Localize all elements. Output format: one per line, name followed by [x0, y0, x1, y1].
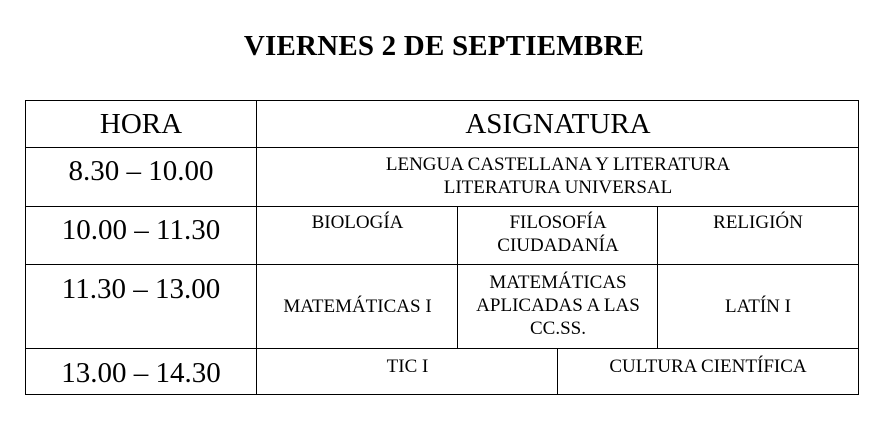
- row-divider: [25, 147, 859, 148]
- table-border-left: [25, 100, 26, 395]
- time-cell: 8.30 – 10.00: [68, 155, 214, 187]
- subject-line: LATÍN I: [725, 296, 791, 317]
- row-divider: [25, 264, 859, 265]
- subject-line: BIOLOGÍA: [311, 212, 404, 233]
- subject-line: LITERATURA UNIVERSAL: [443, 177, 673, 198]
- subject-line: CIUDADANÍA: [497, 235, 619, 256]
- subject-line: APLICADAS A LAS: [476, 295, 640, 316]
- subject-cell: [257, 355, 558, 378]
- subject-line: RELIGIÓN: [713, 212, 803, 233]
- subject-line: MATEMÁTICAS: [489, 272, 627, 293]
- subject-cell: [658, 295, 858, 318]
- row-divider: [25, 206, 859, 207]
- subject-line: TIC I: [386, 356, 429, 377]
- subject-line: LENGUA CASTELLANA Y LITERATURA: [385, 154, 731, 175]
- subject-cell: [458, 271, 658, 340]
- column-divider: [256, 100, 257, 395]
- subject-line: CC.SS.: [530, 318, 586, 339]
- subject-cell: [257, 295, 458, 318]
- header-hora: HORA: [99, 108, 183, 140]
- subject-line: FILOSOFÍA: [509, 212, 607, 233]
- time-cell: 10.00 – 11.30: [61, 214, 221, 246]
- table-border-top: [25, 100, 859, 101]
- subject-cell: [558, 355, 858, 378]
- subject-line: CULTURA CIENTÍFICA: [609, 356, 807, 377]
- page-title: VIERNES 2 DE SEPTIEMBRE: [243, 30, 645, 62]
- subject-cell: [458, 211, 658, 257]
- time-cell: 11.30 – 13.00: [61, 273, 221, 305]
- subject-cell: [658, 211, 858, 234]
- table-border-bottom: [25, 394, 859, 395]
- row-divider: [25, 348, 859, 349]
- header-asignatura: ASIGNATURA: [465, 108, 651, 140]
- subject-line: MATEMÁTICAS I: [283, 296, 432, 317]
- subject-cell: [257, 211, 458, 234]
- time-cell: 13.00 – 14.30: [61, 357, 221, 389]
- subject-cell: [257, 153, 859, 199]
- table-border-right: [858, 100, 859, 395]
- schedule-table: [25, 100, 859, 395]
